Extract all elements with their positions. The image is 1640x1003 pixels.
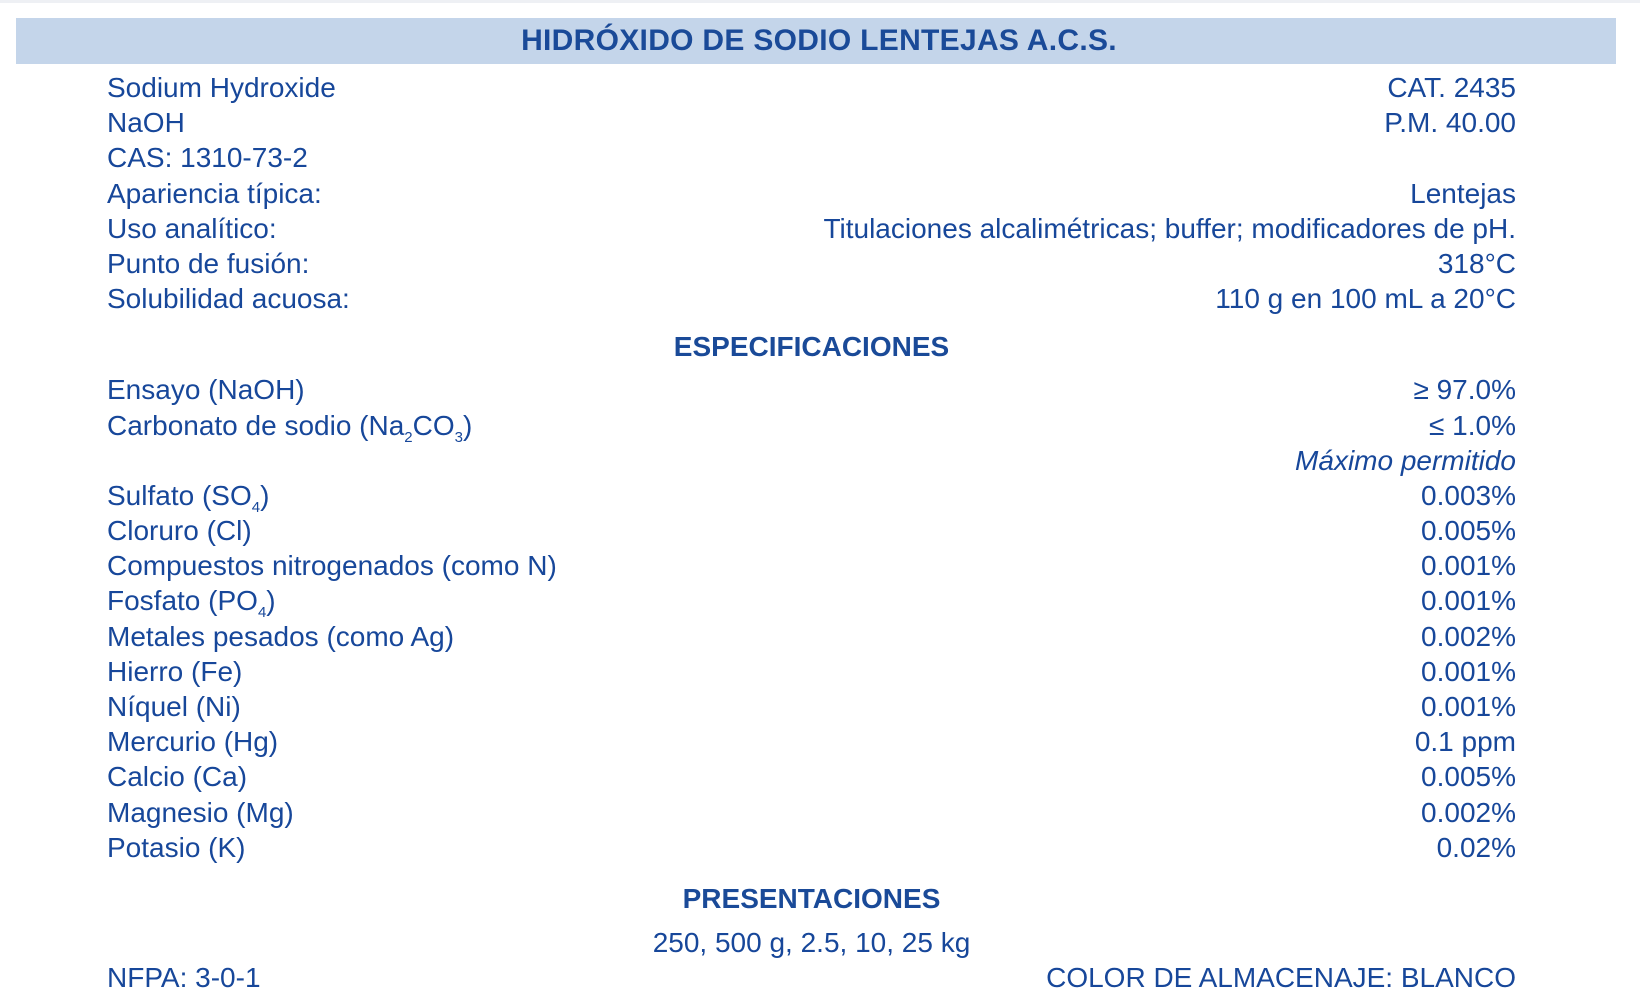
impurity-value: 0.02% bbox=[1436, 831, 1516, 863]
impurity-value: 0.001% bbox=[1421, 550, 1516, 582]
impurity-row bbox=[107, 689, 1516, 724]
property-label: Uso analítico: bbox=[107, 212, 277, 244]
property-value: Titulaciones alcalimétricas; buffer; modificadores de pH. bbox=[823, 212, 1516, 244]
datasheet-body bbox=[107, 70, 1516, 995]
impurity-value: 0.001% bbox=[1421, 655, 1516, 687]
property-row bbox=[107, 176, 1516, 211]
impurity-value: 0.003% bbox=[1421, 479, 1516, 511]
impurity-label: Níquel (Ni) bbox=[107, 691, 241, 722]
molecular-weight: P.M. 40.00 bbox=[1384, 107, 1516, 139]
impurity-value: 0.005% bbox=[1421, 515, 1516, 547]
presentations-sizes: 250, 500 g, 2.5, 10, 25 kg bbox=[652, 926, 971, 958]
impurity-row-phosphate bbox=[107, 583, 1516, 622]
impurity-row bbox=[107, 830, 1516, 865]
chemical-formula: NaOH bbox=[107, 107, 185, 139]
impurity-row bbox=[107, 724, 1516, 759]
impurity-label: Metales pesados (como Ag) bbox=[107, 620, 455, 652]
page-title: HIDRÓXIDO DE SODIO LENTEJAS A.C.S. bbox=[521, 24, 1117, 57]
spec-row-assay bbox=[107, 372, 1516, 407]
footer-row bbox=[107, 960, 1516, 995]
spec-value: ≤ 1.0% bbox=[1429, 409, 1516, 441]
storage-color: COLOR DE ALMACENAJE: BLANCO bbox=[1046, 962, 1516, 994]
title-banner bbox=[16, 18, 1616, 64]
impurity-row-nitrogen bbox=[107, 548, 1516, 583]
max-allowed-label: Máximo permitido bbox=[1295, 444, 1516, 476]
property-label: Apariencia típica: bbox=[107, 177, 322, 209]
impurity-row bbox=[107, 795, 1516, 830]
impurity-label: Magnesio (Mg) bbox=[107, 796, 294, 828]
impurity-label: Potasio (K) bbox=[107, 831, 246, 863]
max-allowed-row bbox=[107, 443, 1516, 478]
specifications-heading: ESPECIFICACIONES bbox=[673, 331, 950, 363]
impurity-label: Cloruro (Cl) bbox=[107, 515, 252, 547]
top-divider bbox=[0, 0, 1640, 3]
impurity-value: 0.002% bbox=[1421, 620, 1516, 652]
spec-value: ≥ 97.0% bbox=[1413, 374, 1516, 406]
impurity-value: 0.1 ppm bbox=[1414, 726, 1516, 758]
presentations-heading: PRESENTACIONES bbox=[682, 882, 941, 914]
property-label: Punto de fusión: bbox=[107, 247, 310, 279]
product-name-en: Sodium Hydroxide bbox=[107, 72, 336, 103]
impurity-label: Compuestos nitrogenados (como N) bbox=[107, 550, 557, 582]
spec-label: Ensayo (NaOH) bbox=[107, 374, 305, 406]
impurity-row-sulfate bbox=[107, 478, 1516, 516]
cas-row bbox=[107, 140, 1516, 175]
impurity-value: 0.001% bbox=[1421, 691, 1516, 722]
property-value: 318°C bbox=[1437, 247, 1516, 279]
impurity-label: Mercurio (Hg) bbox=[107, 726, 279, 758]
spec-row-carbonate bbox=[107, 408, 1516, 446]
impurity-label: Calcio (Ca) bbox=[107, 761, 248, 793]
presentations-row bbox=[107, 925, 1516, 960]
impurity-row bbox=[107, 759, 1516, 794]
cas-number: CAS: 1310-73-2 bbox=[107, 142, 308, 174]
property-value: Lentejas bbox=[1410, 177, 1516, 209]
impurity-label: Fosfato $(PO_4)$ bbox=[107, 585, 276, 622]
property-row bbox=[107, 211, 1516, 246]
property-row bbox=[107, 281, 1516, 316]
impurity-row bbox=[107, 619, 1516, 654]
impurity-value: 0.001% bbox=[1421, 585, 1516, 617]
nfpa-rating: NFPA: 3-0-1 bbox=[107, 962, 261, 994]
impurity-label: Sulfato $(SO_4)$ bbox=[107, 479, 270, 516]
impurity-value: 0.005% bbox=[1421, 761, 1516, 793]
impurity-value: 0.002% bbox=[1421, 796, 1516, 828]
property-row bbox=[107, 246, 1516, 281]
spec-label: Carbonato de sodio $(Na_2CO_3)$ bbox=[107, 409, 473, 446]
property-value: 110 g en 100 mL a 20°C bbox=[1215, 283, 1516, 315]
formula-row bbox=[107, 105, 1516, 140]
impurity-row-chloride bbox=[107, 513, 1516, 548]
impurity-label: Hierro (Fe) bbox=[107, 655, 243, 687]
impurity-row bbox=[107, 654, 1516, 689]
catalog-number: CAT. 2435 bbox=[1387, 72, 1516, 103]
name-row bbox=[107, 70, 1516, 105]
property-label: Solubilidad acuosa: bbox=[107, 283, 350, 315]
